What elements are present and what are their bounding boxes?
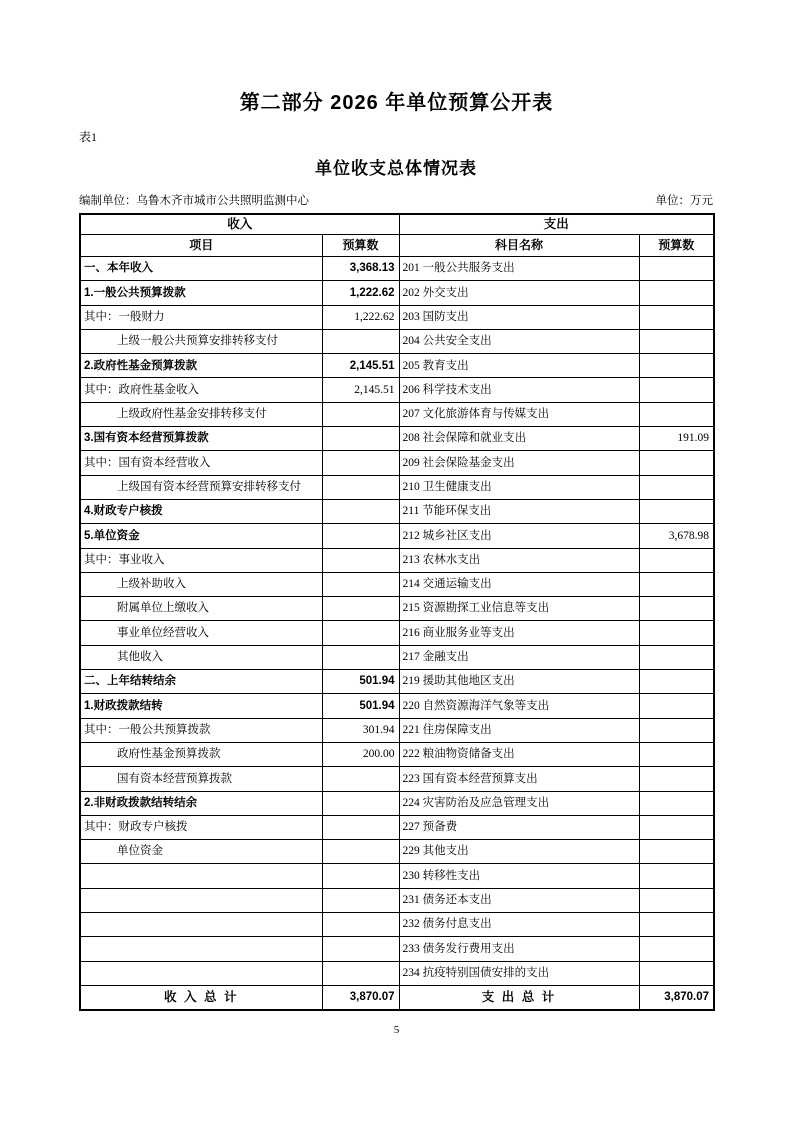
expense-subject-cell: 211 节能环保支出 xyxy=(399,499,639,523)
expense-budget-cell xyxy=(639,840,714,864)
expense-budget-cell xyxy=(639,305,714,329)
prepared-by-label: 编制单位：乌鲁木齐市城市公共照明监测中心 xyxy=(79,195,309,207)
income-item-cell xyxy=(80,961,322,985)
income-item-cell: 5.单位资金 xyxy=(80,524,322,548)
income-budget-cell xyxy=(322,937,399,961)
income-budget-cell xyxy=(322,427,399,451)
income-item-cell: 二、上年结转结余 xyxy=(80,670,322,694)
expense-subject-header: 科目名称 xyxy=(399,235,639,257)
expense-subject-cell: 210 卫生健康支出 xyxy=(399,475,639,499)
income-total-value: 3,870.07 xyxy=(322,985,399,1010)
income-budget-cell xyxy=(322,888,399,912)
expense-budget-cell xyxy=(639,767,714,791)
table-body xyxy=(80,257,714,986)
income-budget-cell xyxy=(322,475,399,499)
table-number-label: 表1 xyxy=(79,130,98,144)
expense-budget-cell xyxy=(639,499,714,523)
income-item-cell: 事业单位经营收入 xyxy=(80,621,322,645)
income-item-cell: 2.政府性基金预算拨款 xyxy=(80,354,322,378)
income-budget-cell xyxy=(322,597,399,621)
income-budget-cell xyxy=(322,815,399,839)
expense-subject-cell: 201 一般公共服务支出 xyxy=(399,257,639,281)
table-row xyxy=(80,475,714,499)
income-item-cell: 4.财政专户核拨 xyxy=(80,499,322,523)
income-budget-cell xyxy=(322,451,399,475)
table-row xyxy=(80,864,714,888)
expense-subject-cell: 220 自然资源海洋气象等支出 xyxy=(399,694,639,718)
total-row xyxy=(80,985,714,1010)
table-row xyxy=(80,402,714,426)
expense-subject-cell: 213 农林水支出 xyxy=(399,548,639,572)
income-item-cell: 其中：一般公共预算拨款 xyxy=(80,718,322,742)
expense-subject-cell: 205 教育支出 xyxy=(399,354,639,378)
expense-budget-cell xyxy=(639,378,714,402)
table-row xyxy=(80,815,714,839)
table-title: 单位收支总体情况表 xyxy=(315,159,477,178)
page-number: 5 xyxy=(393,1024,400,1036)
expense-budget-cell xyxy=(639,257,714,281)
expense-budget-cell xyxy=(639,937,714,961)
income-budget-cell: 1,222.62 xyxy=(322,305,399,329)
expense-subject-cell: 208 社会保障和就业支出 xyxy=(399,427,639,451)
expense-subject-cell: 234 抗疫特别国债安排的支出 xyxy=(399,961,639,985)
expense-budget-cell xyxy=(639,597,714,621)
expense-budget-cell: 191.09 xyxy=(639,427,714,451)
expense-subject-cell: 217 金融支出 xyxy=(399,645,639,669)
expense-budget-cell xyxy=(639,281,714,305)
income-item-cell: 其中：政府性基金收入 xyxy=(80,378,322,402)
expense-subject-cell: 224 灾害防治及应急管理支出 xyxy=(399,791,639,815)
expense-subject-cell: 219 援助其他地区支出 xyxy=(399,670,639,694)
income-budget-cell xyxy=(322,864,399,888)
income-budget-cell xyxy=(322,499,399,523)
table-row xyxy=(80,597,714,621)
income-item-cell: 国有资本经营预算拨款 xyxy=(80,767,322,791)
income-item-cell: 上级补助收入 xyxy=(80,572,322,596)
table-row xyxy=(80,791,714,815)
table-row xyxy=(80,742,714,766)
table-row xyxy=(80,305,714,329)
expense-budget-cell xyxy=(639,718,714,742)
income-item-cell: 1.财政拨款结转 xyxy=(80,694,322,718)
income-budget-cell: 1,222.62 xyxy=(322,281,399,305)
expense-subject-cell: 209 社会保险基金支出 xyxy=(399,451,639,475)
expense-budget-cell xyxy=(639,354,714,378)
expense-subject-cell: 231 债务还本支出 xyxy=(399,888,639,912)
table-row xyxy=(80,767,714,791)
table-row xyxy=(80,329,714,353)
income-item-cell: 1.一般公共预算拨款 xyxy=(80,281,322,305)
expense-budget-cell xyxy=(639,742,714,766)
income-budget-cell xyxy=(322,767,399,791)
income-item-cell: 一、本年收入 xyxy=(80,257,322,281)
expense-budget-cell xyxy=(639,402,714,426)
table-row xyxy=(80,694,714,718)
income-item-cell: 其中：财政专户核拨 xyxy=(80,815,322,839)
income-item-cell: 上级政府性基金安排转移支付 xyxy=(80,402,322,426)
table-row xyxy=(80,427,714,451)
income-budget-cell xyxy=(322,913,399,937)
expense-budget-cell xyxy=(639,475,714,499)
expense-subject-cell: 233 债务发行费用支出 xyxy=(399,937,639,961)
budget-table xyxy=(79,213,715,1011)
table-row xyxy=(80,548,714,572)
income-item-cell: 上级一般公共预算安排转移支付 xyxy=(80,329,322,353)
income-item-cell xyxy=(80,937,322,961)
income-budget-cell xyxy=(322,840,399,864)
table-row xyxy=(80,257,714,281)
expense-budget-cell: 3,678.98 xyxy=(639,524,714,548)
income-item-cell: 其中：事业收入 xyxy=(80,548,322,572)
income-item-cell xyxy=(80,864,322,888)
expense-budget-cell xyxy=(639,548,714,572)
expense-subject-cell: 212 城乡社区支出 xyxy=(399,524,639,548)
income-budget-cell xyxy=(322,402,399,426)
expense-subject-cell: 229 其他支出 xyxy=(399,840,639,864)
income-item-cell: 政府性基金预算拨款 xyxy=(80,742,322,766)
expense-subject-cell: 206 科学技术支出 xyxy=(399,378,639,402)
income-item-cell: 附属单位上缴收入 xyxy=(80,597,322,621)
income-budget-header: 预算数 xyxy=(322,235,399,257)
income-budget-cell xyxy=(322,961,399,985)
income-item-cell xyxy=(80,888,322,912)
expense-budget-cell xyxy=(639,670,714,694)
table-row xyxy=(80,937,714,961)
expense-subject-cell: 216 商业服务业等支出 xyxy=(399,621,639,645)
income-budget-cell: 2,145.51 xyxy=(322,354,399,378)
table-row xyxy=(80,499,714,523)
document-content xyxy=(79,128,713,1011)
expense-subject-cell: 215 资源勘探工业信息等支出 xyxy=(399,597,639,621)
income-budget-cell: 2,145.51 xyxy=(322,378,399,402)
table-row xyxy=(80,718,714,742)
expense-budget-cell xyxy=(639,621,714,645)
unit-label: 单位：万元 xyxy=(655,195,713,207)
income-item-cell: 其中：一般财力 xyxy=(80,305,322,329)
expense-subject-cell: 203 国防支出 xyxy=(399,305,639,329)
income-section-header: 收入 xyxy=(80,214,399,235)
expense-subject-cell: 222 粮油物资储备支出 xyxy=(399,742,639,766)
income-item-cell: 其中：国有资本经营收入 xyxy=(80,451,322,475)
expense-budget-cell xyxy=(639,791,714,815)
income-budget-cell xyxy=(322,524,399,548)
table-row xyxy=(80,621,714,645)
table-row xyxy=(80,524,714,548)
income-item-header: 项目 xyxy=(80,235,322,257)
table-row xyxy=(80,913,714,937)
table-row xyxy=(80,645,714,669)
expense-budget-cell xyxy=(639,913,714,937)
income-budget-cell: 501.94 xyxy=(322,670,399,694)
income-budget-cell xyxy=(322,621,399,645)
income-item-cell: 其他收入 xyxy=(80,645,322,669)
expense-subject-cell: 221 住房保障支出 xyxy=(399,718,639,742)
expense-subject-cell: 227 预备费 xyxy=(399,815,639,839)
expense-budget-cell xyxy=(639,645,714,669)
expense-subject-cell: 202 外交支出 xyxy=(399,281,639,305)
table-row xyxy=(80,572,714,596)
expense-subject-cell: 214 交通运输支出 xyxy=(399,572,639,596)
expense-subject-cell: 232 债务付息支出 xyxy=(399,913,639,937)
income-item-cell: 上级国有资本经营预算安排转移支付 xyxy=(80,475,322,499)
income-item-cell: 单位资金 xyxy=(80,840,322,864)
income-budget-cell: 3,368.13 xyxy=(322,257,399,281)
expense-subject-cell: 207 文化旅游体育与传媒支出 xyxy=(399,402,639,426)
table-row xyxy=(80,281,714,305)
income-budget-cell: 501.94 xyxy=(322,694,399,718)
document-title: 第二部分 2026 年单位预算公开表 xyxy=(239,92,554,114)
table-row xyxy=(80,670,714,694)
expense-budget-cell xyxy=(639,451,714,475)
income-budget-cell xyxy=(322,548,399,572)
expense-subject-cell: 230 转移性支出 xyxy=(399,864,639,888)
expense-subject-cell: 204 公共安全支出 xyxy=(399,329,639,353)
table-row xyxy=(80,378,714,402)
table-row xyxy=(80,354,714,378)
expense-subject-cell: 223 国有资本经营预算支出 xyxy=(399,767,639,791)
income-total-label: 收 入 总 计 xyxy=(80,985,322,1010)
income-item-cell: 2.非财政拨款结转结余 xyxy=(80,791,322,815)
expense-budget-cell xyxy=(639,961,714,985)
income-budget-cell xyxy=(322,645,399,669)
table-meta-row xyxy=(79,192,713,208)
section-header-row xyxy=(80,214,714,235)
expense-budget-header: 预算数 xyxy=(639,235,714,257)
table-row xyxy=(80,451,714,475)
income-budget-cell: 200.00 xyxy=(322,742,399,766)
expense-total-value: 3,870.07 xyxy=(639,985,714,1010)
income-budget-cell xyxy=(322,572,399,596)
income-budget-cell: 301.94 xyxy=(322,718,399,742)
expense-budget-cell xyxy=(639,694,714,718)
expense-budget-cell xyxy=(639,329,714,353)
income-item-cell xyxy=(80,913,322,937)
expense-total-label: 支 出 总 计 xyxy=(399,985,639,1010)
expense-budget-cell xyxy=(639,572,714,596)
table-row xyxy=(80,888,714,912)
expense-budget-cell xyxy=(639,815,714,839)
expense-budget-cell xyxy=(639,864,714,888)
income-budget-cell xyxy=(322,791,399,815)
column-header-row xyxy=(80,235,714,257)
income-budget-cell xyxy=(322,329,399,353)
table-row xyxy=(80,961,714,985)
table-row xyxy=(80,840,714,864)
expense-budget-cell xyxy=(639,888,714,912)
income-item-cell: 3.国有资本经营预算拨款 xyxy=(80,427,322,451)
expenditure-section-header: 支出 xyxy=(399,214,714,235)
